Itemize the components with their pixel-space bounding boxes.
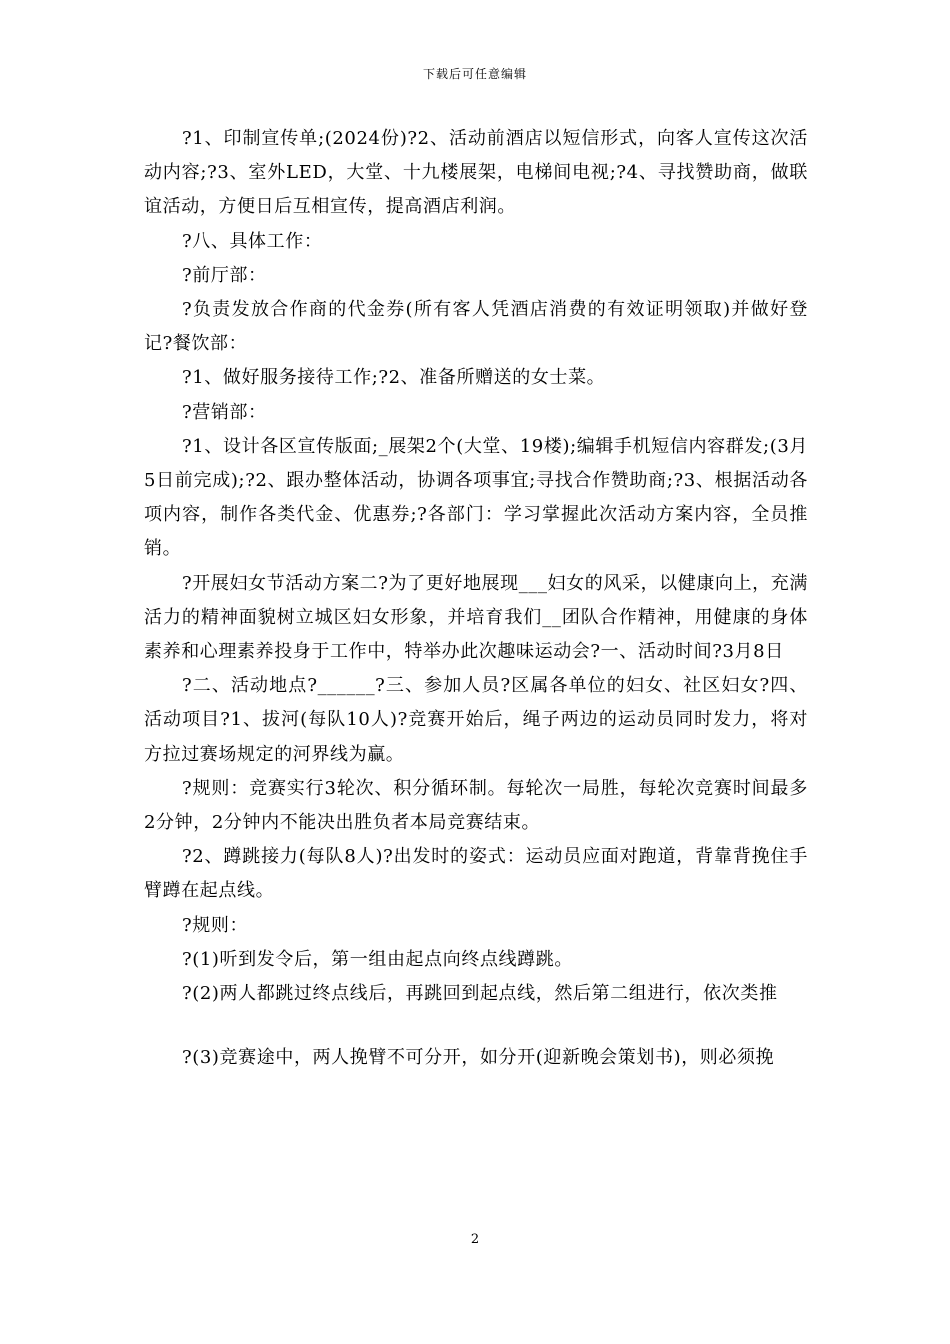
paragraph-rule-2: ?(2)两人都跳过终点线后，再跳回到起点线，然后第二组进行，依次类推 (182, 983, 778, 1005)
section-heading-specific-work: ?八、具体工作： (182, 230, 323, 252)
paragraph-catering: ?1、做好服务接待工作;?2、准备所赠送的女士菜。 (182, 367, 606, 389)
paragraph-marketing: ?1、设计各区宣传版面;_展架2个(大堂、19楼);编辑手机短信内容群发;(3月5日前完成);?2、跟办整体活动，协调各项事宜;寻找合作赞助商;?3、根据活动各项内容，制作各类代金、优惠券;?各部门：学习掌握此次活动方案内容，全员推销。 (144, 435, 808, 560)
paragraph-squat-relay: ?2、蹲跳接力(每队8人)?出发时的姿式：运动员应面对跑道，背靠背挽住手臂蹲在起点线。 (144, 846, 808, 902)
dept-heading-front-office: ?前厅部： (182, 264, 267, 286)
paragraph-rules-heading: ?规则： (182, 914, 249, 936)
page-number: 2 (470, 1232, 480, 1247)
paragraph-rule-1: ?(1)听到发令后，第一组由起点向终点线蹲跳。 (182, 948, 573, 970)
dept-heading-marketing: ?营销部： (182, 401, 267, 423)
page-header: 下载后可任意编辑 (422, 67, 527, 81)
document-body (144, 122, 808, 1075)
paragraph-front-office: ?负责发放合作商的代金券(所有客人凭酒店消费的有效证明领取)并做好登记?餐饮部： (144, 299, 808, 355)
paragraph-location-participants: ?二、活动地点?______?三、参加人员?区属各单位的妇女、社区妇女?四、活动项目?1、拔河(每队10人)?竞赛开始后，绳子两边的运动员同时发力，将对方拉过赛场规定的河界线为赢。 (144, 675, 808, 765)
paragraph-tug-rules: ?规则：竞赛实行3轮次、积分循环制。每轮次一局胜，每轮次竞赛时间最多2分钟，2分钟内不能决出胜负者本局竞赛结束。 (144, 777, 808, 834)
paragraph-rule-3: ?(3)竞赛途中，两人挽臂不可分开，如分开(迎新晚会策划书)，则必须挽 (182, 1047, 775, 1069)
paragraph-plan-two: ?开展妇女节活动方案二?为了更好地展现___妇女的风采，以健康向上，充满活力的精神面貌树立城区妇女形象，并培育我们__团队合作精神，用健康的身体素养和心理素养投身于工作中，特举办此次趣味运动会?一、活动时间?3月8日 (144, 572, 808, 663)
paragraph-publicity: ?1、印制宣传单;(2024份)?2、活动前酒店以短信形式，向客人宣传这次活动内容;?3、室外LED，大堂、十九楼展架，电梯间电视;?4、寻找赞助商，做联谊活动，方便日后互相宣传，提高酒店利润。 (144, 128, 808, 218)
